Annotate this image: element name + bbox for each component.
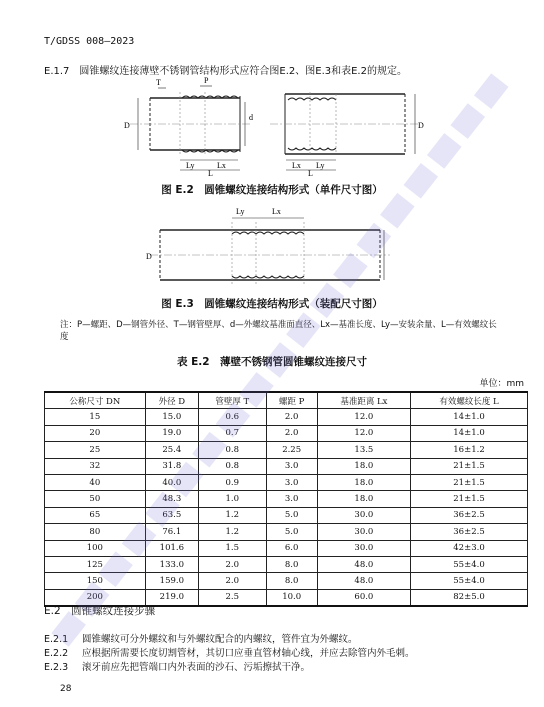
cell-wall: 2.0 xyxy=(199,573,267,589)
cell-lx: 18.0 xyxy=(317,491,410,507)
cell-od: 31.8 xyxy=(145,458,198,474)
cell-pitch: 5.0 xyxy=(266,524,317,540)
cell-l: 36±2.5 xyxy=(411,507,528,523)
cell-pitch: 3.0 xyxy=(266,458,317,474)
cell-dn: 50 xyxy=(45,491,146,507)
cell-od: 40.0 xyxy=(145,474,198,490)
assembly-pipe xyxy=(150,218,390,284)
cell-pitch: 2.25 xyxy=(266,442,317,458)
cell-dn: 65 xyxy=(45,507,146,523)
cell-od: 48.3 xyxy=(145,491,198,507)
cell-lx: 30.0 xyxy=(317,524,410,540)
cell-od: 15.0 xyxy=(145,409,198,425)
label-P: P xyxy=(204,76,209,85)
cell-lx: 60.0 xyxy=(317,589,410,606)
female-thread-part xyxy=(270,92,420,170)
cell-od: 76.1 xyxy=(145,524,198,540)
step-item xyxy=(44,645,415,659)
page-number: 28 xyxy=(60,684,72,694)
col-header-lx: 基准距离 Lx xyxy=(317,392,410,409)
cell-pitch: 2.0 xyxy=(266,409,317,425)
male-thread-part xyxy=(130,86,250,170)
step-text: 圆锥螺纹可分外螺纹和与外螺纹配合的内螺纹，管件宜为外螺纹。 xyxy=(82,634,358,645)
table-row xyxy=(45,573,528,589)
cell-lx: 30.0 xyxy=(317,540,410,556)
cell-dn: 40 xyxy=(45,474,146,490)
table-row xyxy=(45,491,528,507)
cell-od: 159.0 xyxy=(145,573,198,589)
cell-lx: 12.0 xyxy=(317,409,410,425)
col-header-pitch: 螺距 P xyxy=(266,392,317,409)
intro-paragraph: E.1.7 圆锥螺纹连接薄壁不锈钢管结构形式应符合图E.2、图E.3和表E.2的规定。 xyxy=(44,66,407,77)
cell-pitch: 3.0 xyxy=(266,491,317,507)
cell-wall: 2.0 xyxy=(199,556,267,572)
cell-pitch: 2.0 xyxy=(266,425,317,441)
cell-l: 21±1.5 xyxy=(411,458,528,474)
label-Ly-left: Ly xyxy=(186,161,195,170)
cell-l: 55±4.0 xyxy=(411,573,528,589)
cell-lx: 13.5 xyxy=(317,442,410,458)
cell-wall: 1.5 xyxy=(199,540,267,556)
cell-l: 82±5.0 xyxy=(411,589,528,606)
col-header-l: 有效螺纹长度 L xyxy=(411,392,528,409)
col-header-wall: 管壁厚 T xyxy=(199,392,267,409)
cell-od: 63.5 xyxy=(145,507,198,523)
cell-wall: 1.0 xyxy=(199,491,267,507)
col-header-od: 外径 D xyxy=(145,392,198,409)
cell-pitch: 10.0 xyxy=(266,589,317,606)
cell-od: 25.4 xyxy=(145,442,198,458)
cell-lx: 30.0 xyxy=(317,507,410,523)
cell-od: 219.0 xyxy=(145,589,198,606)
step-number: E.2.1 xyxy=(44,634,69,645)
cell-dn: 100 xyxy=(45,540,146,556)
cell-lx: 48.0 xyxy=(317,556,410,572)
step-text: 应根据所需要长度切割管材，其切口应垂直管材轴心线，并应去除管内外毛刺。 xyxy=(82,648,415,659)
cell-dn: 80 xyxy=(45,524,146,540)
cell-wall: 2.5 xyxy=(199,589,267,606)
cell-wall: 0.6 xyxy=(199,409,267,425)
cell-lx: 12.0 xyxy=(317,425,410,441)
step-number: E.2.3 xyxy=(44,662,69,673)
cell-dn: 15 xyxy=(45,409,146,425)
cell-l: 42±3.0 xyxy=(411,540,528,556)
doc-code: T/GDSS 008—2023 xyxy=(44,36,135,47)
table-row xyxy=(45,425,528,441)
label-Lx-right: Lx xyxy=(292,161,301,170)
cell-dn: 20 xyxy=(45,425,146,441)
table-title: 表 E.2 薄壁不锈钢管圆锥螺纹连接尺寸 xyxy=(176,356,368,368)
cell-lx: 18.0 xyxy=(317,458,410,474)
step-item xyxy=(44,631,358,645)
figure-e2-caption: 图 E.2 圆锥螺纹连接结构形式（单件尺寸图） xyxy=(161,184,383,196)
cell-dn: 150 xyxy=(45,573,146,589)
col-header-dn: 公称尺寸 DN xyxy=(45,392,146,409)
cell-pitch: 6.0 xyxy=(266,540,317,556)
table-row xyxy=(45,556,528,572)
figure-e3-assembly xyxy=(140,200,400,290)
cell-lx: 48.0 xyxy=(317,573,410,589)
cell-pitch: 8.0 xyxy=(266,556,317,572)
table-row xyxy=(45,458,528,474)
cell-wall: 1.2 xyxy=(199,524,267,540)
label-L-right: L xyxy=(308,169,313,176)
label-D-left: D xyxy=(124,121,130,130)
label-D-assembly: D xyxy=(146,252,152,261)
label-D-right: D xyxy=(418,121,424,130)
table-header-row xyxy=(45,392,528,409)
table-row xyxy=(45,442,528,458)
cell-pitch: 5.0 xyxy=(266,507,317,523)
cell-l: 55±4.0 xyxy=(411,556,528,572)
cell-wall: 0.9 xyxy=(199,474,267,490)
step-item xyxy=(44,659,310,673)
dimension-table xyxy=(44,391,528,607)
cell-l: 21±1.5 xyxy=(411,474,528,490)
figure-note: 注：P—螺距、D—钢管外径、T—钢管壁厚、d—外螺纹基准面直径、Lx—基准长度、Ly—安装余量、L—有效螺纹长度 xyxy=(60,320,497,342)
table-row xyxy=(45,409,528,425)
cell-od: 101.6 xyxy=(145,540,198,556)
cell-l: 21±1.5 xyxy=(411,491,528,507)
cell-od: 133.0 xyxy=(145,556,198,572)
cell-lx: 18.0 xyxy=(317,474,410,490)
cell-wall: 0.7 xyxy=(199,425,267,441)
table-row xyxy=(45,474,528,490)
cell-pitch: 8.0 xyxy=(266,573,317,589)
cell-pitch: 3.0 xyxy=(266,474,317,490)
table-row xyxy=(45,507,528,523)
label-T: T xyxy=(156,78,161,87)
cell-wall: 1.2 xyxy=(199,507,267,523)
label-Ly-assembly: Ly xyxy=(236,207,245,216)
section-title: E.2 圆锥螺纹连接步骤 xyxy=(44,605,156,617)
cell-l: 16±1.2 xyxy=(411,442,528,458)
figure-e3-caption: 图 E.3 圆锥螺纹连接结构形式（装配尺寸图） xyxy=(161,298,383,310)
step-number: E.2.2 xyxy=(44,648,69,659)
label-Lx-assembly: Lx xyxy=(272,207,281,216)
cell-wall: 0.8 xyxy=(199,458,267,474)
figure-e2-single-part xyxy=(120,76,430,176)
label-d: d xyxy=(249,113,253,122)
cell-dn: 32 xyxy=(45,458,146,474)
table-row xyxy=(45,524,528,540)
cell-dn: 125 xyxy=(45,556,146,572)
cell-dn: 200 xyxy=(45,589,146,606)
cell-l: 14±1.0 xyxy=(411,409,528,425)
cell-wall: 0.8 xyxy=(199,442,267,458)
table-row xyxy=(45,540,528,556)
cell-dn: 25 xyxy=(45,442,146,458)
cell-l: 36±2.5 xyxy=(411,524,528,540)
label-Lx-left: Lx xyxy=(217,161,226,170)
table-unit: 单位：mm xyxy=(479,379,524,389)
label-L-left: L xyxy=(208,169,213,176)
cell-l: 14±1.0 xyxy=(411,425,528,441)
cell-od: 19.0 xyxy=(145,425,198,441)
step-text: 滚牙前应先把管端口内外表面的沙石、污垢擦拭干净。 xyxy=(82,662,311,673)
label-Ly-right: Ly xyxy=(316,161,325,170)
